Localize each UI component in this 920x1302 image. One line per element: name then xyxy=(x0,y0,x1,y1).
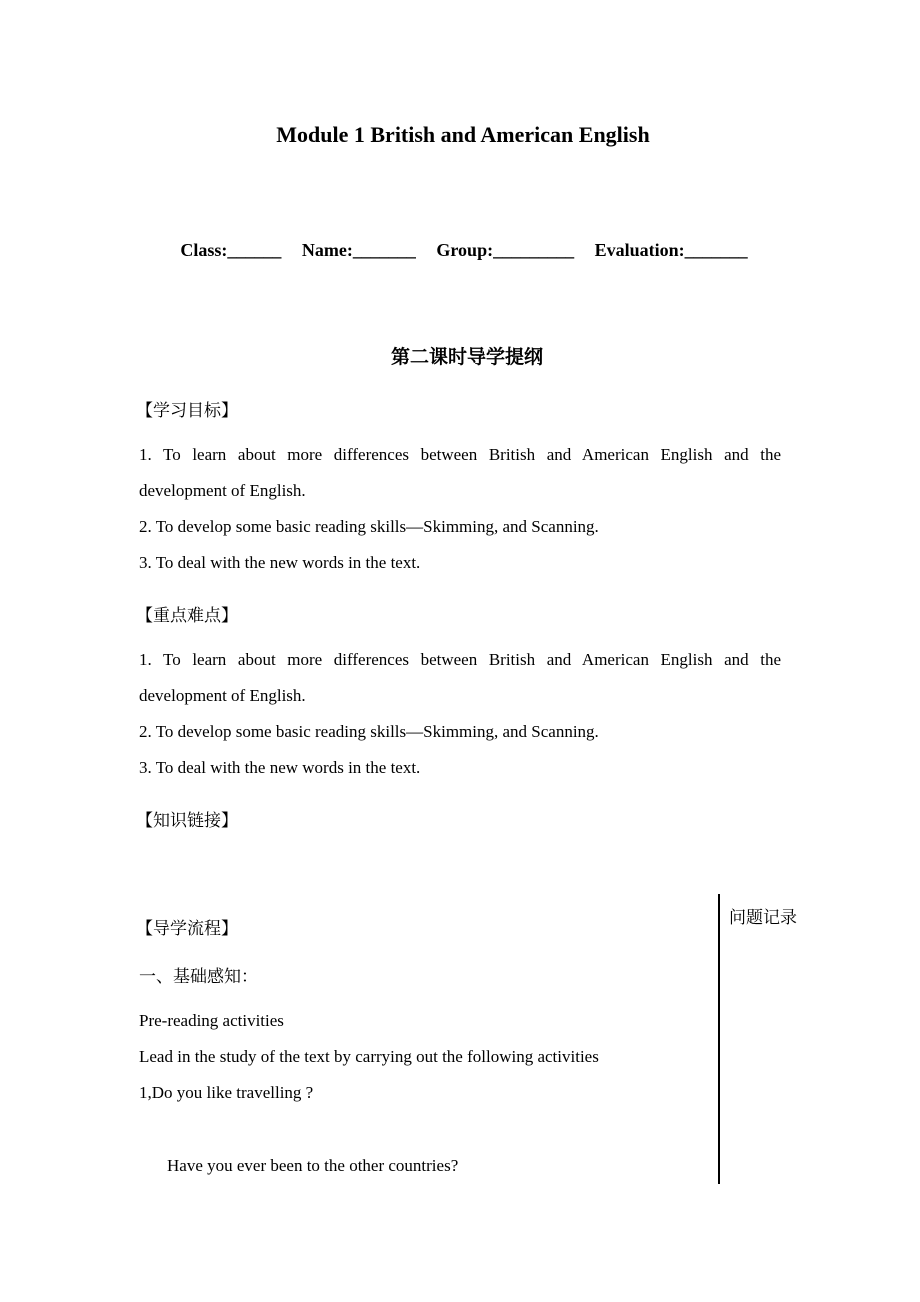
student-info-line xyxy=(0,240,920,261)
group-field: Group:_________ xyxy=(436,240,575,260)
lesson-subtitle: 第二课时导学提纲 xyxy=(390,346,543,368)
process-line: Pre-reading activities xyxy=(139,1011,284,1030)
key-point-line: 1. To learn about more differences between British and American English and the xyxy=(139,650,781,669)
objective-line: 3. To deal with the new words in the text. xyxy=(139,553,421,572)
key-point-line: 3. To deal with the new words in the text. xyxy=(139,758,421,777)
class-field: Class:______ xyxy=(180,240,282,260)
process-line: Have you ever been to the other countries? xyxy=(167,1156,459,1175)
knowledge-links-heading: 【知识链接】 xyxy=(136,811,238,831)
name-field: Name:_______ xyxy=(301,240,416,260)
evaluation-field: Evaluation:_______ xyxy=(594,240,748,260)
key-point-line: 2. To develop some basic reading skills—Skimming, and Scanning. xyxy=(139,722,599,741)
key-point-line: development of English. xyxy=(139,686,306,705)
objective-line: development of English. xyxy=(139,481,306,500)
objective-line: 1. To learn about more differences between British and American English and the xyxy=(139,445,781,464)
basic-perception-heading: 一、基础感知： xyxy=(139,967,258,987)
objectives-heading: 【学习目标】 xyxy=(136,401,238,421)
notes-column-divider xyxy=(718,894,720,1184)
process-line: 1,Do you like travelling ? xyxy=(139,1083,314,1102)
document-title: Module 1 British and American English xyxy=(276,122,650,147)
objective-line: 2. To develop some basic reading skills—Skimming, and Scanning. xyxy=(139,517,599,536)
process-heading: 【导学流程】 xyxy=(136,919,238,939)
key-points-heading: 【重点难点】 xyxy=(136,606,238,626)
process-line: Lead in the study of the text by carrying out the following activities xyxy=(139,1047,599,1066)
notes-column-heading: 问题记录 xyxy=(729,908,797,928)
